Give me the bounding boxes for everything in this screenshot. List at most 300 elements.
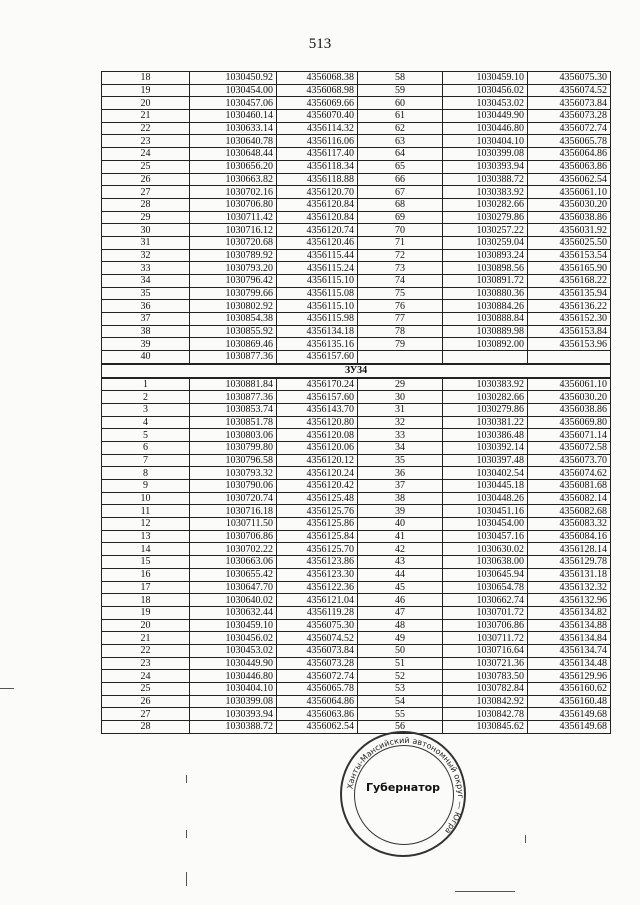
table-row bbox=[102, 325, 611, 338]
upper-section bbox=[102, 72, 611, 364]
x-coordinate-cell: 1030662.74 bbox=[443, 594, 528, 607]
point-number-cell: 37 bbox=[102, 313, 190, 326]
table-row bbox=[102, 287, 611, 300]
y-coordinate-cell: 4356115.08 bbox=[277, 287, 358, 300]
point-number-cell: 40 bbox=[358, 518, 443, 531]
x-coordinate-cell: 1030449.90 bbox=[190, 657, 277, 670]
y-coordinate-cell: 4356143.70 bbox=[277, 403, 358, 416]
x-coordinate-cell: 1030884.26 bbox=[443, 300, 528, 313]
point-number-cell: 25 bbox=[102, 160, 190, 173]
y-coordinate-cell: 4356165.90 bbox=[528, 262, 611, 275]
point-number-cell: 46 bbox=[358, 594, 443, 607]
x-coordinate-cell: 1030450.92 bbox=[190, 72, 277, 85]
x-coordinate-cell: 1030402.54 bbox=[443, 467, 528, 480]
point-number-cell: 69 bbox=[358, 211, 443, 224]
point-number-cell: 32 bbox=[358, 416, 443, 429]
x-coordinate-cell: 1030854.38 bbox=[190, 313, 277, 326]
point-number-cell: 48 bbox=[358, 619, 443, 632]
signature-line bbox=[455, 891, 515, 892]
y-coordinate-cell: 4356134.82 bbox=[528, 606, 611, 619]
x-coordinate-cell: 1030404.10 bbox=[443, 135, 528, 148]
x-coordinate-cell: 1030282.66 bbox=[443, 391, 528, 404]
section-header bbox=[102, 364, 611, 378]
y-coordinate-cell: 4356119.28 bbox=[277, 606, 358, 619]
x-coordinate-cell: 1030445.18 bbox=[443, 480, 528, 493]
point-number-cell: 66 bbox=[358, 173, 443, 186]
point-number-cell: 33 bbox=[102, 262, 190, 275]
y-coordinate-cell: 4356065.78 bbox=[528, 135, 611, 148]
table-row bbox=[102, 378, 611, 391]
y-coordinate-cell: 4356074.52 bbox=[528, 84, 611, 97]
y-coordinate-cell: 4356072.74 bbox=[277, 670, 358, 683]
x-coordinate-cell: 1030459.10 bbox=[443, 72, 528, 85]
x-coordinate-cell: 1030893.24 bbox=[443, 249, 528, 262]
table-row bbox=[102, 122, 611, 135]
table-row bbox=[102, 670, 611, 683]
page-number: 513 bbox=[308, 36, 332, 52]
point-number-cell: 35 bbox=[102, 287, 190, 300]
y-coordinate-cell: 4356132.32 bbox=[528, 581, 611, 594]
table-row bbox=[102, 72, 611, 85]
x-coordinate-cell: 1030842.92 bbox=[443, 695, 528, 708]
x-coordinate-cell: 1030851.78 bbox=[190, 416, 277, 429]
y-coordinate-cell: 4356153.96 bbox=[528, 338, 611, 351]
x-coordinate-cell: 1030446.80 bbox=[443, 122, 528, 135]
x-coordinate-cell: 1030451.16 bbox=[443, 505, 528, 518]
point-number-cell: 20 bbox=[102, 97, 190, 110]
point-number-cell: 14 bbox=[102, 543, 190, 556]
y-coordinate-cell: 4356115.24 bbox=[277, 262, 358, 275]
point-number-cell: 13 bbox=[102, 530, 190, 543]
x-coordinate-cell: 1030881.84 bbox=[190, 378, 277, 391]
point-number-cell: 58 bbox=[358, 72, 443, 85]
x-coordinate-cell: 1030663.06 bbox=[190, 556, 277, 569]
x-coordinate-cell: 1030449.90 bbox=[443, 110, 528, 123]
x-coordinate-cell: 1030720.68 bbox=[190, 236, 277, 249]
y-coordinate-cell: 4356131.18 bbox=[528, 568, 611, 581]
table-row bbox=[102, 619, 611, 632]
table-row bbox=[102, 429, 611, 442]
point-number-cell: 24 bbox=[102, 670, 190, 683]
x-coordinate-cell: 1030454.00 bbox=[190, 84, 277, 97]
x-coordinate-cell: 1030803.06 bbox=[190, 429, 277, 442]
x-coordinate-cell: 1030259.04 bbox=[443, 236, 528, 249]
x-coordinate-cell: 1030721.36 bbox=[443, 657, 528, 670]
point-number-cell: 61 bbox=[358, 110, 443, 123]
y-coordinate-cell: 4356121.04 bbox=[277, 594, 358, 607]
point-number-cell: 25 bbox=[102, 683, 190, 696]
y-coordinate-cell: 4356120.12 bbox=[277, 454, 358, 467]
y-coordinate-cell: 4356149.68 bbox=[528, 708, 611, 721]
table-row bbox=[102, 403, 611, 416]
y-coordinate-cell: 4356128.14 bbox=[528, 543, 611, 556]
point-number-cell: 21 bbox=[102, 110, 190, 123]
y-coordinate-cell: 4356082.68 bbox=[528, 505, 611, 518]
x-coordinate-cell: 1030892.00 bbox=[443, 338, 528, 351]
x-coordinate-cell: 1030880.36 bbox=[443, 287, 528, 300]
y-coordinate-cell: 4356134.74 bbox=[528, 644, 611, 657]
x-coordinate-cell: 1030397.48 bbox=[443, 454, 528, 467]
x-coordinate-cell: 1030799.80 bbox=[190, 441, 277, 454]
point-number-cell: 47 bbox=[358, 606, 443, 619]
y-coordinate-cell: 4356120.70 bbox=[277, 186, 358, 199]
table-row bbox=[102, 160, 611, 173]
margin-mark bbox=[0, 688, 14, 689]
point-number-cell: 60 bbox=[358, 97, 443, 110]
y-coordinate-cell: 4356062.54 bbox=[528, 173, 611, 186]
x-coordinate-cell: 1030877.36 bbox=[190, 351, 277, 364]
x-coordinate-cell: 1030855.92 bbox=[190, 325, 277, 338]
x-coordinate-cell: 1030783.50 bbox=[443, 670, 528, 683]
x-coordinate-cell: 1030404.10 bbox=[190, 683, 277, 696]
point-number-cell: 6 bbox=[102, 441, 190, 454]
point-number-cell: 68 bbox=[358, 198, 443, 211]
y-coordinate-cell: 4356038.86 bbox=[528, 211, 611, 224]
point-number-cell: 29 bbox=[102, 211, 190, 224]
x-coordinate-cell bbox=[443, 351, 528, 364]
y-coordinate-cell: 4356125.86 bbox=[277, 518, 358, 531]
x-coordinate-cell: 1030647.70 bbox=[190, 581, 277, 594]
y-coordinate-cell bbox=[528, 351, 611, 364]
table-row bbox=[102, 97, 611, 110]
x-coordinate-cell: 1030716.18 bbox=[190, 505, 277, 518]
x-coordinate-cell: 1030720.74 bbox=[190, 492, 277, 505]
x-coordinate-cell: 1030706.86 bbox=[190, 530, 277, 543]
point-number-cell: 34 bbox=[102, 275, 190, 288]
y-coordinate-cell: 4356072.58 bbox=[528, 441, 611, 454]
y-coordinate-cell: 4356136.22 bbox=[528, 300, 611, 313]
table-row bbox=[102, 148, 611, 161]
point-number-cell: 1 bbox=[102, 378, 190, 391]
y-coordinate-cell: 4356157.60 bbox=[277, 391, 358, 404]
y-coordinate-cell: 4356125.70 bbox=[277, 543, 358, 556]
y-coordinate-cell: 4356025.50 bbox=[528, 236, 611, 249]
x-coordinate-cell: 1030891.72 bbox=[443, 275, 528, 288]
point-number-cell: 32 bbox=[102, 249, 190, 262]
x-coordinate-cell: 1030898.56 bbox=[443, 262, 528, 275]
y-coordinate-cell: 4356153.84 bbox=[528, 325, 611, 338]
point-number-cell: 42 bbox=[358, 543, 443, 556]
y-coordinate-cell: 4356157.60 bbox=[277, 351, 358, 364]
table-row bbox=[102, 198, 611, 211]
x-coordinate-cell: 1030457.16 bbox=[443, 530, 528, 543]
table-row bbox=[102, 644, 611, 657]
table-row bbox=[102, 657, 611, 670]
table-row bbox=[102, 632, 611, 645]
table-row bbox=[102, 492, 611, 505]
x-coordinate-cell: 1030711.72 bbox=[443, 632, 528, 645]
table-row bbox=[102, 518, 611, 531]
scan-mark bbox=[525, 835, 526, 843]
x-coordinate-cell: 1030632.44 bbox=[190, 606, 277, 619]
point-number-cell: 19 bbox=[102, 606, 190, 619]
x-coordinate-cell: 1030716.12 bbox=[190, 224, 277, 237]
point-number-cell: 40 bbox=[102, 351, 190, 364]
y-coordinate-cell: 4356125.76 bbox=[277, 505, 358, 518]
table-row bbox=[102, 416, 611, 429]
y-coordinate-cell: 4356120.74 bbox=[277, 224, 358, 237]
y-coordinate-cell: 4356064.86 bbox=[277, 695, 358, 708]
point-number-cell: 50 bbox=[358, 644, 443, 657]
x-coordinate-cell: 1030796.58 bbox=[190, 454, 277, 467]
y-coordinate-cell: 4356081.68 bbox=[528, 480, 611, 493]
point-number-cell: 18 bbox=[102, 594, 190, 607]
x-coordinate-cell: 1030793.32 bbox=[190, 467, 277, 480]
x-coordinate-cell: 1030845.62 bbox=[443, 721, 528, 734]
point-number-cell: 8 bbox=[102, 467, 190, 480]
point-number-cell: 16 bbox=[102, 568, 190, 581]
table-row bbox=[102, 262, 611, 275]
y-coordinate-cell: 4356118.88 bbox=[277, 173, 358, 186]
x-coordinate-cell: 1030638.00 bbox=[443, 556, 528, 569]
x-coordinate-cell: 1030460.14 bbox=[190, 110, 277, 123]
y-coordinate-cell: 4356134.88 bbox=[528, 619, 611, 632]
y-coordinate-cell: 4356118.34 bbox=[277, 160, 358, 173]
x-coordinate-cell: 1030386.48 bbox=[443, 429, 528, 442]
y-coordinate-cell: 4356038.86 bbox=[528, 403, 611, 416]
y-coordinate-cell: 4356074.52 bbox=[277, 632, 358, 645]
table-row bbox=[102, 530, 611, 543]
y-coordinate-cell: 4356135.94 bbox=[528, 287, 611, 300]
x-coordinate-cell: 1030702.22 bbox=[190, 543, 277, 556]
point-number-cell: 70 bbox=[358, 224, 443, 237]
y-coordinate-cell: 4356072.74 bbox=[528, 122, 611, 135]
y-coordinate-cell: 4356030.20 bbox=[528, 391, 611, 404]
x-coordinate-cell: 1030633.14 bbox=[190, 122, 277, 135]
y-coordinate-cell: 4356134.48 bbox=[528, 657, 611, 670]
x-coordinate-cell: 1030392.14 bbox=[443, 441, 528, 454]
table-row bbox=[102, 338, 611, 351]
point-number-cell: 26 bbox=[102, 695, 190, 708]
x-coordinate-cell: 1030279.86 bbox=[443, 403, 528, 416]
x-coordinate-cell: 1030454.00 bbox=[443, 518, 528, 531]
table-row bbox=[102, 581, 611, 594]
table-row bbox=[102, 543, 611, 556]
y-coordinate-cell: 4356061.10 bbox=[528, 378, 611, 391]
point-number-cell: 62 bbox=[358, 122, 443, 135]
point-number-cell: 75 bbox=[358, 287, 443, 300]
table-row bbox=[102, 556, 611, 569]
y-coordinate-cell: 4356068.98 bbox=[277, 84, 358, 97]
y-coordinate-cell: 4356075.30 bbox=[277, 619, 358, 632]
point-number-cell: 21 bbox=[102, 632, 190, 645]
svg-text:Ханты-Мансийский автономный ок: Ханты-Мансийский автономный округ — Югра bbox=[345, 735, 466, 836]
point-number-cell: 12 bbox=[102, 518, 190, 531]
x-coordinate-cell: 1030877.36 bbox=[190, 391, 277, 404]
point-number-cell: 77 bbox=[358, 313, 443, 326]
y-coordinate-cell: 4356116.06 bbox=[277, 135, 358, 148]
y-coordinate-cell: 4356120.46 bbox=[277, 236, 358, 249]
x-coordinate-cell: 1030393.94 bbox=[443, 160, 528, 173]
scan-mark bbox=[186, 872, 187, 886]
point-number-cell: 54 bbox=[358, 695, 443, 708]
point-number-cell: 15 bbox=[102, 556, 190, 569]
point-number-cell: 30 bbox=[102, 224, 190, 237]
x-coordinate-cell: 1030789.92 bbox=[190, 249, 277, 262]
x-coordinate-cell: 1030793.20 bbox=[190, 262, 277, 275]
y-coordinate-cell: 4356114.32 bbox=[277, 122, 358, 135]
point-number-cell: 45 bbox=[358, 581, 443, 594]
table-row bbox=[102, 300, 611, 313]
point-number-cell: 10 bbox=[102, 492, 190, 505]
x-coordinate-cell: 1030630.02 bbox=[443, 543, 528, 556]
y-coordinate-cell: 4356073.84 bbox=[277, 644, 358, 657]
x-coordinate-cell: 1030655.42 bbox=[190, 568, 277, 581]
x-coordinate-cell: 1030453.02 bbox=[443, 97, 528, 110]
point-number-cell: 44 bbox=[358, 568, 443, 581]
x-coordinate-cell: 1030654.78 bbox=[443, 581, 528, 594]
table-row bbox=[102, 568, 611, 581]
point-number-cell: 39 bbox=[102, 338, 190, 351]
y-coordinate-cell: 4356031.92 bbox=[528, 224, 611, 237]
table-row bbox=[102, 594, 611, 607]
section-header-row bbox=[102, 364, 611, 378]
governor-seal bbox=[340, 731, 466, 857]
point-number-cell: 22 bbox=[102, 644, 190, 657]
y-coordinate-cell: 4356152.30 bbox=[528, 313, 611, 326]
y-coordinate-cell: 4356082.14 bbox=[528, 492, 611, 505]
point-number-cell: 49 bbox=[358, 632, 443, 645]
zu34-section bbox=[102, 378, 611, 734]
point-number-cell: 36 bbox=[358, 467, 443, 480]
y-coordinate-cell: 4356075.30 bbox=[528, 72, 611, 85]
table-row bbox=[102, 110, 611, 123]
x-coordinate-cell: 1030640.78 bbox=[190, 135, 277, 148]
x-coordinate-cell: 1030448.26 bbox=[443, 492, 528, 505]
y-coordinate-cell: 4356132.96 bbox=[528, 594, 611, 607]
x-coordinate-cell: 1030706.80 bbox=[190, 198, 277, 211]
point-number-cell: 31 bbox=[358, 403, 443, 416]
point-number-cell: 28 bbox=[102, 721, 190, 734]
x-coordinate-cell: 1030706.86 bbox=[443, 619, 528, 632]
x-coordinate-cell: 1030648.44 bbox=[190, 148, 277, 161]
table-row bbox=[102, 313, 611, 326]
point-number-cell: 20 bbox=[102, 619, 190, 632]
y-coordinate-cell: 4356117.40 bbox=[277, 148, 358, 161]
y-coordinate-cell: 4356073.28 bbox=[528, 110, 611, 123]
table-row bbox=[102, 695, 611, 708]
x-coordinate-cell: 1030701.72 bbox=[443, 606, 528, 619]
x-coordinate-cell: 1030711.42 bbox=[190, 211, 277, 224]
table-row bbox=[102, 480, 611, 493]
x-coordinate-cell: 1030888.84 bbox=[443, 313, 528, 326]
y-coordinate-cell: 4356062.54 bbox=[277, 721, 358, 734]
point-number-cell: 27 bbox=[102, 186, 190, 199]
point-number-cell: 27 bbox=[102, 708, 190, 721]
x-coordinate-cell: 1030381.22 bbox=[443, 416, 528, 429]
y-coordinate-cell: 4356070.40 bbox=[277, 110, 358, 123]
y-coordinate-cell: 4356120.08 bbox=[277, 429, 358, 442]
y-coordinate-cell: 4356084.16 bbox=[528, 530, 611, 543]
y-coordinate-cell: 4356073.28 bbox=[277, 657, 358, 670]
table-row bbox=[102, 606, 611, 619]
y-coordinate-cell: 4356168.22 bbox=[528, 275, 611, 288]
point-number-cell: 59 bbox=[358, 84, 443, 97]
point-number-cell: 63 bbox=[358, 135, 443, 148]
point-number-cell: 71 bbox=[358, 236, 443, 249]
y-coordinate-cell: 4356153.54 bbox=[528, 249, 611, 262]
point-number-cell: 65 bbox=[358, 160, 443, 173]
y-coordinate-cell: 4356069.66 bbox=[277, 97, 358, 110]
point-number-cell: 51 bbox=[358, 657, 443, 670]
scan-mark bbox=[186, 830, 187, 838]
y-coordinate-cell: 4356170.24 bbox=[277, 378, 358, 391]
x-coordinate-cell: 1030282.66 bbox=[443, 198, 528, 211]
y-coordinate-cell: 4356120.84 bbox=[277, 198, 358, 211]
seal-inner-ring bbox=[354, 745, 454, 845]
x-coordinate-cell: 1030889.98 bbox=[443, 325, 528, 338]
point-number-cell: 23 bbox=[102, 657, 190, 670]
y-coordinate-cell: 4356115.44 bbox=[277, 249, 358, 262]
x-coordinate-cell: 1030802.92 bbox=[190, 300, 277, 313]
point-number-cell: 33 bbox=[358, 429, 443, 442]
y-coordinate-cell: 4356115.98 bbox=[277, 313, 358, 326]
y-coordinate-cell: 4356115.10 bbox=[277, 300, 358, 313]
point-number-cell: 73 bbox=[358, 262, 443, 275]
scan-mark bbox=[186, 775, 187, 783]
y-coordinate-cell: 4356083.32 bbox=[528, 518, 611, 531]
point-number-cell: 53 bbox=[358, 683, 443, 696]
table-row bbox=[102, 84, 611, 97]
point-number-cell: 9 bbox=[102, 480, 190, 493]
x-coordinate-cell: 1030842.78 bbox=[443, 708, 528, 721]
point-number-cell: 67 bbox=[358, 186, 443, 199]
x-coordinate-cell: 1030782.84 bbox=[443, 683, 528, 696]
y-coordinate-cell: 4356120.42 bbox=[277, 480, 358, 493]
table-row bbox=[102, 224, 611, 237]
table-row bbox=[102, 211, 611, 224]
x-coordinate-cell: 1030702.16 bbox=[190, 186, 277, 199]
y-coordinate-cell: 4356071.14 bbox=[528, 429, 611, 442]
point-number-cell: 52 bbox=[358, 670, 443, 683]
y-coordinate-cell: 4356073.70 bbox=[528, 454, 611, 467]
point-number-cell: 22 bbox=[102, 122, 190, 135]
y-coordinate-cell: 4356134.84 bbox=[528, 632, 611, 645]
point-number-cell: 39 bbox=[358, 505, 443, 518]
y-coordinate-cell: 4356123.30 bbox=[277, 568, 358, 581]
point-number-cell: 3 bbox=[102, 403, 190, 416]
table-row bbox=[102, 505, 611, 518]
point-number-cell: 24 bbox=[102, 148, 190, 161]
point-number-cell: 18 bbox=[102, 72, 190, 85]
point-number-cell: 55 bbox=[358, 708, 443, 721]
y-coordinate-cell: 4356120.84 bbox=[277, 211, 358, 224]
point-number-cell: 4 bbox=[102, 416, 190, 429]
y-coordinate-cell: 4356073.84 bbox=[528, 97, 611, 110]
x-coordinate-cell: 1030711.50 bbox=[190, 518, 277, 531]
point-number-cell: 64 bbox=[358, 148, 443, 161]
point-number-cell: 38 bbox=[358, 492, 443, 505]
point-number-cell: 56 bbox=[358, 721, 443, 734]
y-coordinate-cell: 4356063.86 bbox=[528, 160, 611, 173]
x-coordinate-cell: 1030640.02 bbox=[190, 594, 277, 607]
x-coordinate-cell: 1030393.94 bbox=[190, 708, 277, 721]
x-coordinate-cell: 1030790.06 bbox=[190, 480, 277, 493]
table-row bbox=[102, 351, 611, 364]
y-coordinate-cell: 4356125.48 bbox=[277, 492, 358, 505]
x-coordinate-cell: 1030716.64 bbox=[443, 644, 528, 657]
section-label: ЗУ34 bbox=[102, 364, 611, 378]
table-row bbox=[102, 708, 611, 721]
table-row bbox=[102, 173, 611, 186]
y-coordinate-cell: 4356074.62 bbox=[528, 467, 611, 480]
y-coordinate-cell: 4356120.06 bbox=[277, 441, 358, 454]
point-number-cell: 31 bbox=[102, 236, 190, 249]
x-coordinate-cell: 1030446.80 bbox=[190, 670, 277, 683]
table-row bbox=[102, 135, 611, 148]
x-coordinate-cell: 1030383.92 bbox=[443, 186, 528, 199]
y-coordinate-cell: 4356063.86 bbox=[277, 708, 358, 721]
